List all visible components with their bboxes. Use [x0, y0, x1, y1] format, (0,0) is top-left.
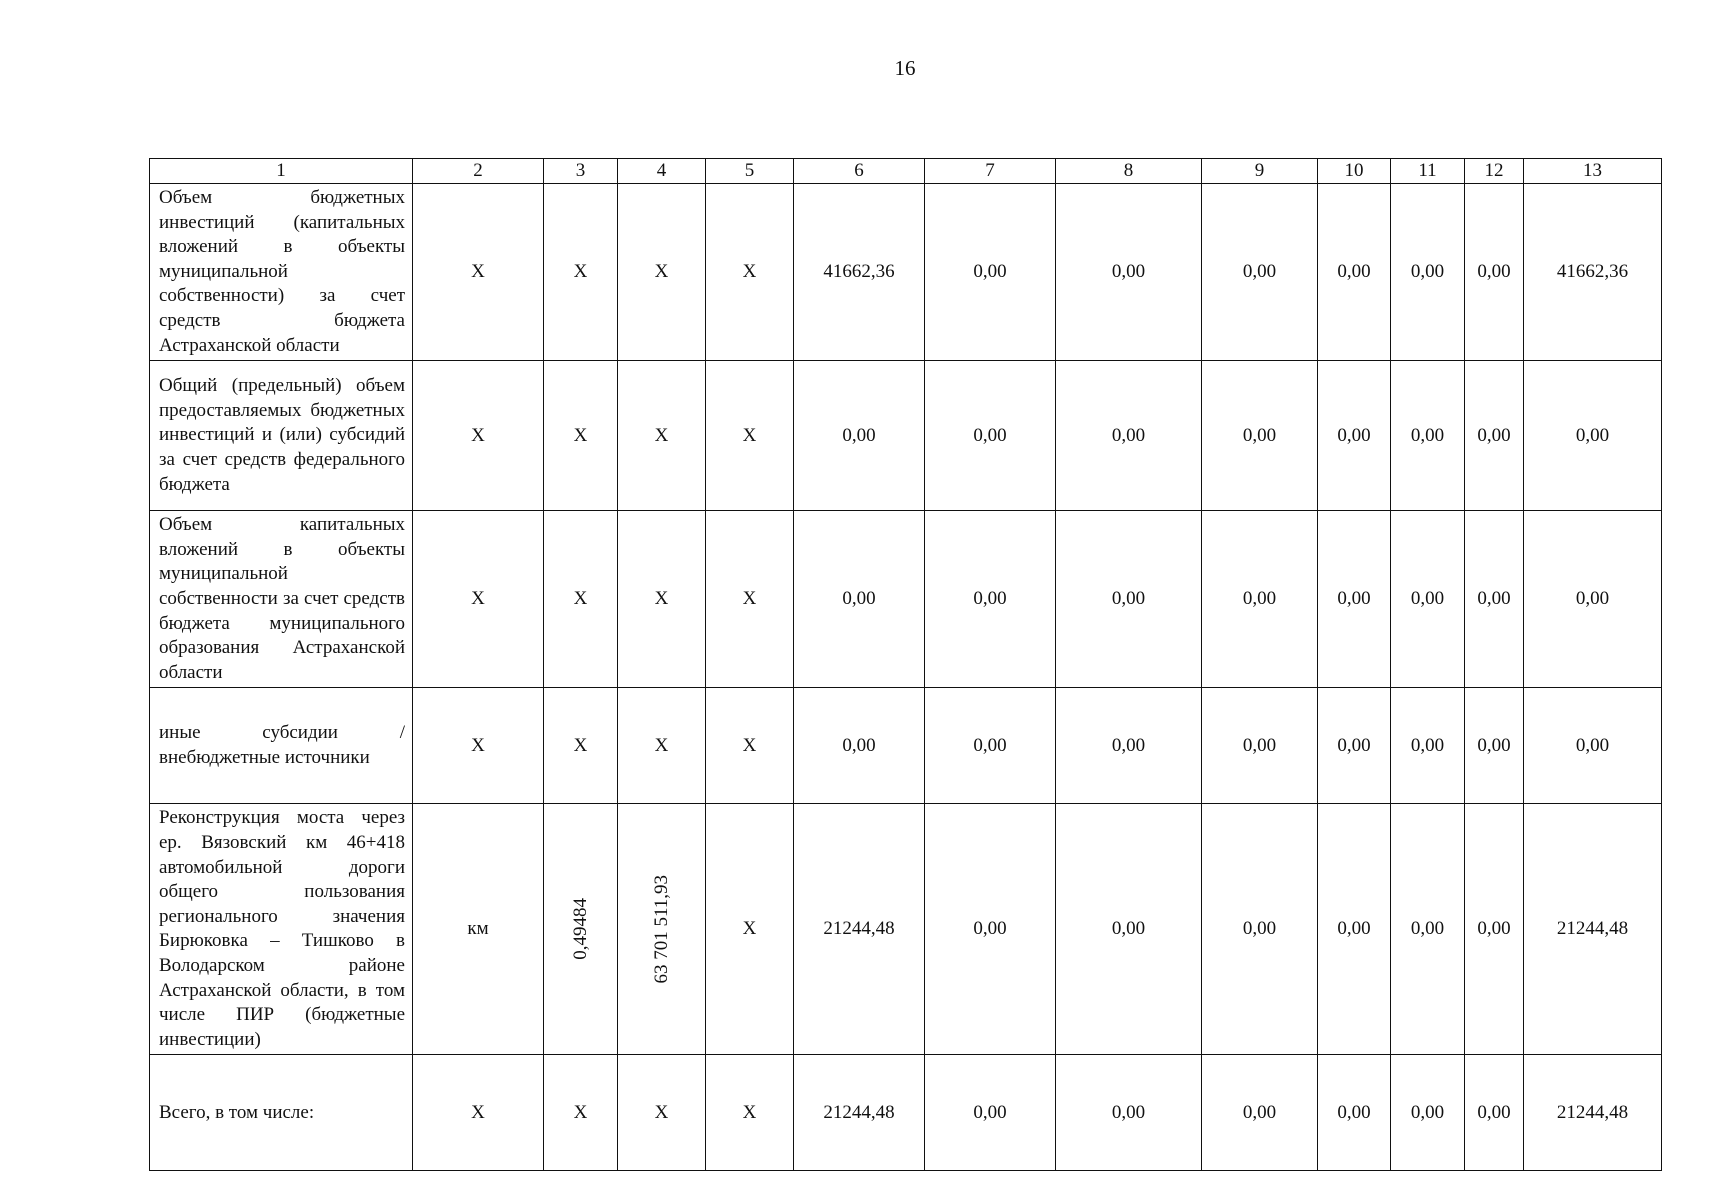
table-cell-rotated [618, 804, 706, 1055]
table-cell: Х [544, 688, 618, 804]
table-cell: 0,00 [925, 688, 1056, 804]
table-cell: 0,00 [1524, 361, 1662, 511]
table-cell: 0,00 [1318, 804, 1391, 1055]
table-cell: 21244,48 [1524, 804, 1662, 1055]
row-description: Общий (предельный) объем предоставляемых бюджетных инвестиций и (или) субсидий за счет средств федерального бюджета [150, 361, 413, 511]
column-header-10: 10 [1318, 159, 1391, 184]
table-cell: Х [618, 688, 706, 804]
table-cell: 0,00 [1202, 361, 1318, 511]
column-header-13: 13 [1524, 159, 1662, 184]
table-cell: 0,00 [1465, 184, 1524, 361]
table-cell: 0,00 [1391, 184, 1465, 361]
column-header-1: 1 [150, 159, 413, 184]
table-cell: Х [413, 361, 544, 511]
table-cell: 0,00 [925, 184, 1056, 361]
table-cell: Х [544, 511, 618, 688]
table-cell: 0,00 [1391, 688, 1465, 804]
table-cell: 0,00 [1465, 1055, 1524, 1171]
column-header-9: 9 [1202, 159, 1318, 184]
table-cell: 0,00 [1465, 361, 1524, 511]
table-row-total [150, 1055, 1662, 1171]
table-cell: 0,00 [925, 361, 1056, 511]
table-cell: 0,00 [1056, 688, 1202, 804]
table-cell: Х [706, 184, 794, 361]
table-cell: 21244,48 [1524, 1055, 1662, 1171]
table-row [150, 184, 1662, 361]
column-header-6: 6 [794, 159, 925, 184]
table-cell: Х [544, 361, 618, 511]
table-cell: Х [706, 804, 794, 1055]
table-cell: 0,00 [794, 361, 925, 511]
table-cell: 0,00 [1524, 688, 1662, 804]
table-cell: 0,00 [1202, 184, 1318, 361]
column-header-2: 2 [413, 159, 544, 184]
table-cell-rotated [544, 804, 618, 1055]
table-cell: 0,00 [1391, 361, 1465, 511]
table-row [150, 688, 1662, 804]
table-cell: 0,00 [794, 688, 925, 804]
table-cell: 0,00 [1391, 511, 1465, 688]
rotated-value: 0,49484 [569, 898, 591, 961]
table-cell: 41662,36 [794, 184, 925, 361]
table-cell: Х [544, 1055, 618, 1171]
table-cell: Х [413, 184, 544, 361]
table-cell: 21244,48 [794, 804, 925, 1055]
table-cell: Х [618, 511, 706, 688]
table-cell: 0,00 [1202, 688, 1318, 804]
row-description: Объем капитальных вложений в объекты муниципальной собственности за счет средств бюджета муниципального образования Астраханской области [150, 511, 413, 688]
column-header-8: 8 [1056, 159, 1202, 184]
table-cell: 0,00 [1318, 361, 1391, 511]
table-cell: км [413, 804, 544, 1055]
table-cell: 0,00 [1318, 511, 1391, 688]
table-cell: 0,00 [1318, 1055, 1391, 1171]
column-header-11: 11 [1391, 159, 1465, 184]
table-cell: 0,00 [1465, 804, 1524, 1055]
table-cell: 0,00 [1056, 184, 1202, 361]
table-cell: 0,00 [1318, 184, 1391, 361]
table-cell: 41662,36 [1524, 184, 1662, 361]
rotated-value: 63 701 511,93 [650, 875, 672, 984]
table-cell: 0,00 [1391, 804, 1465, 1055]
table-cell: 0,00 [1056, 361, 1202, 511]
table-cell: Х [413, 1055, 544, 1171]
table-row [150, 804, 1662, 1055]
column-header-12: 12 [1465, 159, 1524, 184]
table-cell: 0,00 [1465, 511, 1524, 688]
table-cell: Х [706, 361, 794, 511]
table-cell: Х [618, 361, 706, 511]
table-row [150, 361, 1662, 511]
table-cell: Х [413, 688, 544, 804]
table-cell: 0,00 [925, 511, 1056, 688]
table-cell: 0,00 [1524, 511, 1662, 688]
table-cell: 0,00 [925, 1055, 1056, 1171]
column-header-3: 3 [544, 159, 618, 184]
table-cell: 0,00 [1202, 1055, 1318, 1171]
page-number: 16 [894, 56, 916, 80]
table-cell: Х [413, 511, 544, 688]
table-cell: Х [544, 184, 618, 361]
table-cell: 0,00 [1202, 511, 1318, 688]
table-cell: Х [706, 1055, 794, 1171]
row-description: Всего, в том числе: [150, 1055, 413, 1171]
table-row [150, 511, 1662, 688]
table-cell: Х [618, 184, 706, 361]
table-cell: 0,00 [1318, 688, 1391, 804]
table-cell: Х [706, 688, 794, 804]
table-cell: 0,00 [794, 511, 925, 688]
table-cell: 0,00 [1391, 1055, 1465, 1171]
column-header-4: 4 [618, 159, 706, 184]
table-cell: 0,00 [925, 804, 1056, 1055]
table-cell: 0,00 [1056, 804, 1202, 1055]
table-cell: 0,00 [1465, 688, 1524, 804]
budget-table [149, 158, 1662, 1171]
table-cell: Х [618, 1055, 706, 1171]
row-description: Реконструкция моста через ер. Вязовский км 46+418 автомобильной дороги общего пользования регионального значения Бирюковка – Тишково в Володарском районе Астраханской области, в том числе ПИР (бюджетные инвестиции) [150, 804, 413, 1055]
table-cell: 0,00 [1056, 1055, 1202, 1171]
row-description: иные субсидии / внебюджетные источники [150, 688, 413, 804]
column-header-7: 7 [925, 159, 1056, 184]
table-cell: 21244,48 [794, 1055, 925, 1171]
table-cell: 0,00 [1202, 804, 1318, 1055]
row-description: Объем бюджетных инвестиций (капитальных вложений в объекты муниципальной собственности) за счет средств бюджета Астраханской области [150, 184, 413, 361]
table-cell: 0,00 [1056, 511, 1202, 688]
column-header-5: 5 [706, 159, 794, 184]
table-cell: Х [706, 511, 794, 688]
header-row [150, 159, 1662, 184]
table-header [150, 159, 1662, 184]
